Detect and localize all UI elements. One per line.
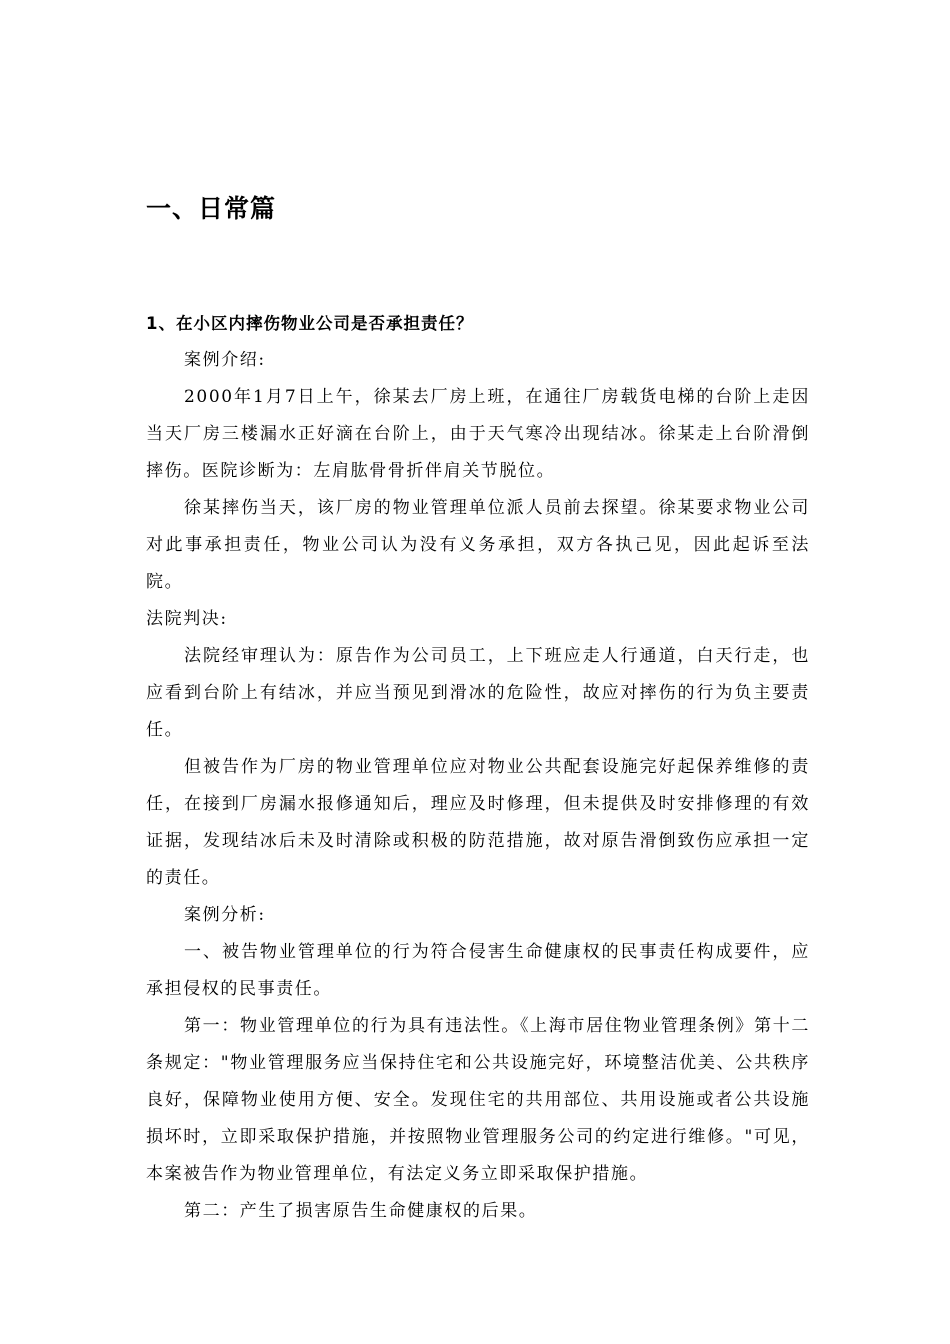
case-analysis-heading: 案例分析:	[184, 905, 266, 925]
analysis-paragraph-3: 第二：产生了损害原告生命健康权的后果。	[184, 1201, 538, 1221]
judgment-paragraph-1: 法院经审理认为：原告作为公司员工，上下班应走人行通道，白天行走，也应看到台阶上有结冰，并应当预见到滑冰的危险性，故应对摔伤的行为负主要责任。	[146, 646, 810, 740]
case-intro-paragraph-1: 2000年1月7日上午，徐某去厂房上班，在通往厂房载货电梯的台阶上走因当天厂房三楼漏水正好滴在台阶上，由于天气寒冷出现结冰。徐某走上台阶滑倒摔伤。医院诊断为：左肩肱骨骨折伴肩关节脱位。	[146, 387, 810, 481]
analysis-paragraph-1: 一、被告物业管理单位的行为符合侵害生命健康权的民事责任构成要件，应承担侵权的民事责任。	[146, 942, 810, 999]
chapter-title: 一、日常篇	[146, 194, 277, 223]
document-body	[146, 305, 810, 1230]
case-intro-heading: 案例介绍:	[184, 350, 266, 370]
analysis-paragraph-2: 第一：物业管理单位的行为具有违法性。《上海市居住物业管理条例》第十二条规定："物业管理服务应当保持住宅和公共设施完好，环境整洁优美、公共秩序良好，保障物业使用方便、安全。发现住宅的共用部位、共用设施或者公共设施损坏时，立即采取保护措施，并按照物业管理服务公司的约定进行维修。"可见，本案被告作为物业管理单位，有法定义务立即采取保护措施。	[146, 1016, 810, 1184]
question-title: 1、在小区内摔伤物业公司是否承担责任？	[146, 314, 474, 333]
case-intro-paragraph-2: 徐某摔伤当天，该厂房的物业管理单位派人员前去探望。徐某要求物业公司对此事承担责任，物业公司认为没有义务承担，双方各执己见，因此起诉至法院。	[146, 498, 810, 592]
court-judgment-heading: 法院判决:	[146, 609, 228, 629]
judgment-paragraph-2: 但被告作为厂房的物业管理单位应对物业公共配套设施完好起保养维修的责任，在接到厂房漏水报修通知后，理应及时修理，但未提供及时安排修理的有效证据，发现结冰后未及时清除或积极的防范措施，故对原告滑倒致伤应承担一定的责任。	[146, 757, 810, 888]
